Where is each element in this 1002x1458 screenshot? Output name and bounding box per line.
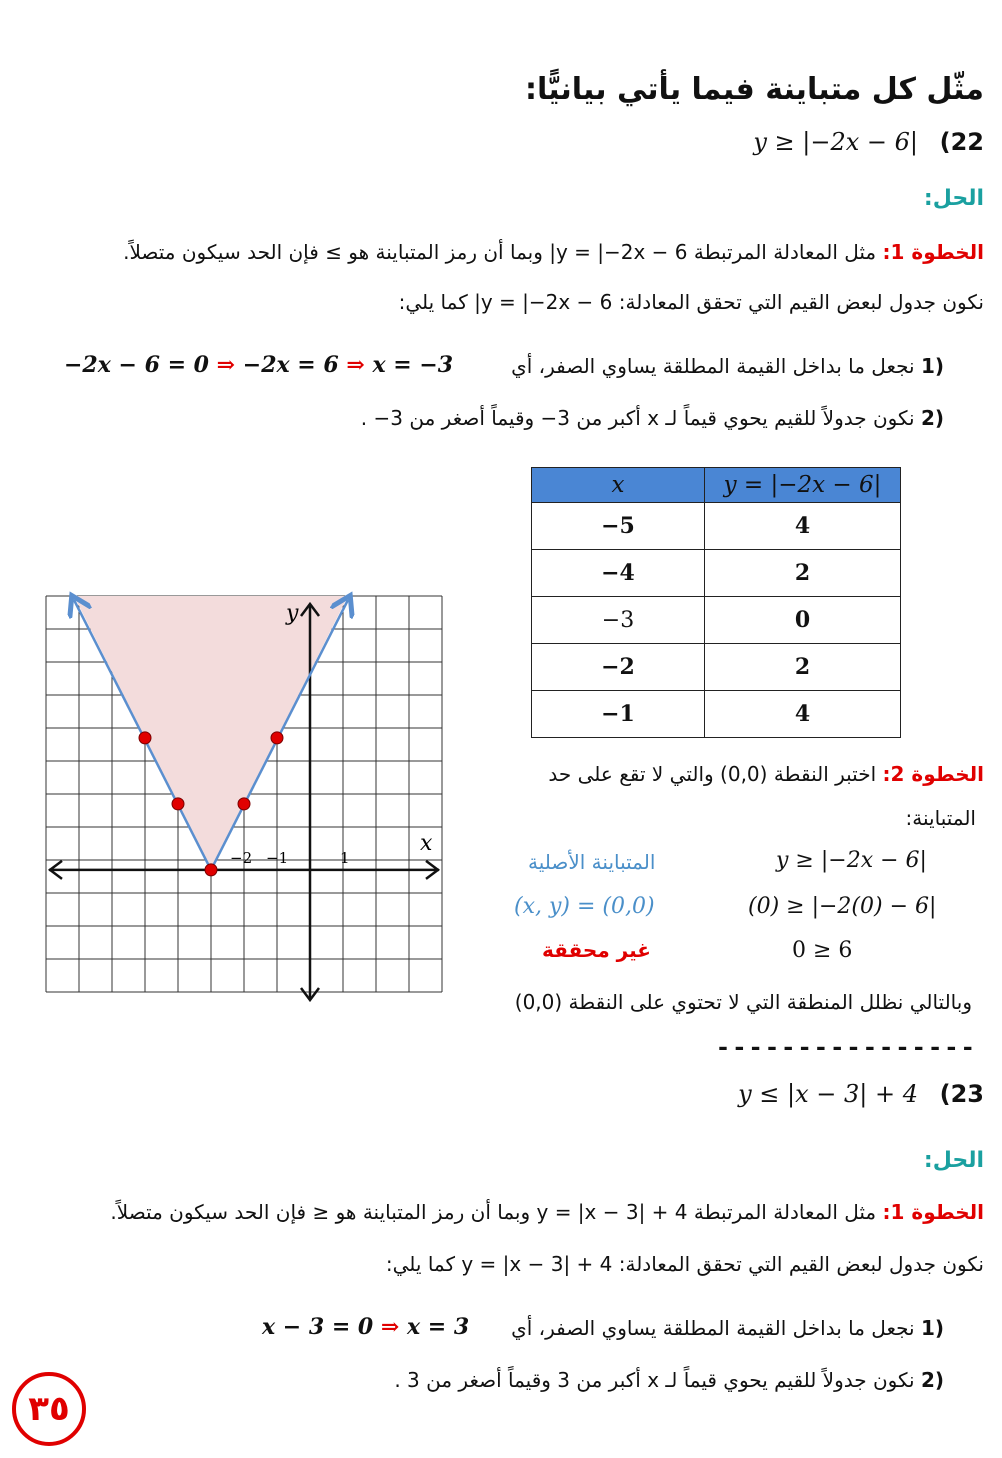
tick-label-neg1: −1 <box>266 849 289 867</box>
shaded-area <box>74 596 348 870</box>
step2-label-22: الخطوة 2: <box>882 762 984 786</box>
step2-text-22: اختبر النقطة (0,0) والتي لا تقع على حد <box>548 762 877 786</box>
item1-num-22: (1 <box>920 354 944 378</box>
conclusion-22: وبالتالي نظلل المنطقة التي لا تحتوي على النقطة (0,0) <box>514 990 972 1014</box>
arrow-1-22: ⇒ <box>216 352 236 378</box>
test-right-0: المتباينة الأصلية <box>528 850 656 874</box>
values-table <box>531 467 901 738</box>
table-row <box>532 597 901 644</box>
eq-a-22: −2x − 6 = 0 <box>64 352 209 378</box>
eq-a-23: x − 3 = 0 <box>262 1314 374 1340</box>
table-header-row <box>532 468 901 503</box>
item2-text-22: نكون جدولاً للقيم يحوي قيماً لـ x أكبر من 3− وقيماً أصغر من 3− . <box>360 406 915 430</box>
tick-label-neg2: −2 <box>230 849 253 867</box>
separator: - - - - - - - - - - - - - - - - <box>718 1032 972 1061</box>
solution-label-23: الحل: <box>923 1148 984 1173</box>
table-row <box>532 644 901 691</box>
table-row <box>532 550 901 597</box>
table-cell-y: 2 <box>705 644 901 691</box>
item1-num-23: (1 <box>920 1316 944 1340</box>
test-left-2: 0 ≥ 6 <box>792 938 853 963</box>
table-cell-x: −5 <box>532 503 705 550</box>
table-header-y: y = |−2x − 6| <box>705 468 901 503</box>
data-point <box>271 732 283 744</box>
table-cell-y: 4 <box>705 503 901 550</box>
eq-b-23: x = 3 <box>407 1314 470 1340</box>
table-cell-x: −2 <box>532 644 705 691</box>
item1-22 <box>511 354 944 378</box>
data-point <box>139 732 151 744</box>
y-axis-label: y <box>286 601 299 626</box>
item1-equation-23 <box>262 1314 469 1340</box>
step1-text-22: مثل المعادلة المرتبطة y = |−2x − 6| وبما أن رمز المتباينة هو ≥ فإن الحد سيكون متصلاً. <box>123 240 877 264</box>
data-point <box>205 864 217 876</box>
data-point <box>238 798 250 810</box>
table-cell-x: −1 <box>532 691 705 738</box>
problem-23-number: (23 <box>939 1080 984 1108</box>
step1-label-22: الخطوة 1: <box>882 240 984 264</box>
eq-b-22: −2x = 6 <box>242 352 339 378</box>
step2-22 <box>548 762 984 786</box>
eq-c-22: x = −3 <box>372 352 454 378</box>
item2-23 <box>394 1368 944 1392</box>
step1-23 <box>110 1200 984 1224</box>
page-number-badge: ٣٥ <box>12 1372 86 1446</box>
x-axis-label: x <box>420 831 433 856</box>
page-heading: مثّل كل متباينة فيما يأتي بيانيًّا: <box>524 72 984 107</box>
step1-22 <box>123 240 984 264</box>
item1-equation-22 <box>64 352 453 378</box>
problem-23-inequality: y ≤ |x − 3| + 4 <box>738 1080 918 1108</box>
arrow-2-22: ⇒ <box>346 352 365 378</box>
item2-num-23: (2 <box>920 1368 944 1392</box>
table-row <box>532 691 901 738</box>
item2-num-22: (2 <box>920 406 944 430</box>
table-cell-y: 0 <box>705 597 901 644</box>
item1-23 <box>511 1316 944 1340</box>
step1-label-23: الخطوة 1: <box>882 1200 984 1224</box>
test-right-1: (x, y) = (0,0) <box>514 894 655 919</box>
table-header-x: x <box>532 468 705 503</box>
problem-23-line <box>738 1080 984 1108</box>
table-cell-y: 4 <box>705 691 901 738</box>
table-row <box>532 503 901 550</box>
inequality-graph <box>40 590 450 1015</box>
arrow-1-23: ⇒ <box>380 1314 400 1340</box>
table-intro-23: نكون جدول لبعض القيم التي تحقق المعادلة: y = |x − 3| + 4 كما يلي: <box>385 1252 984 1276</box>
test-right-2: غير محققة <box>542 938 651 962</box>
item2-text-23: نكون جدولاً للقيم يحوي قيماً لـ x أكبر من 3 وقيماً أصغر من 3 . <box>394 1368 915 1392</box>
table-intro-22: نكون جدول لبعض القيم التي تحقق المعادلة: y = |−2x − 6| كما يلي: <box>398 290 984 314</box>
item1-text-23: نجعل ما بداخل القيمة المطلقة يساوي الصفر، أي <box>511 1316 915 1340</box>
table-cell-y: 2 <box>705 550 901 597</box>
step2-text2-22: المتباينة: <box>905 806 976 830</box>
tick-label-1: 1 <box>340 849 350 867</box>
solution-label-22: الحل: <box>923 186 984 211</box>
shaded-region <box>74 596 348 870</box>
table-cell-x: −4 <box>532 550 705 597</box>
step1-text-23: مثل المعادلة المرتبطة y = |x − 3| + 4 وبما أن رمز المتباينة هو ≤ فإن الحد سيكون متصلاً. <box>110 1200 877 1224</box>
test-left-1: (0) ≥ |−2(0) − 6| <box>748 894 937 919</box>
data-point <box>172 798 184 810</box>
problem-22-line <box>753 128 984 156</box>
problem-22-number: (22 <box>939 128 984 156</box>
table-cell-x: −3 <box>532 597 705 644</box>
item1-text-22: نجعل ما بداخل القيمة المطلقة يساوي الصفر، أي <box>511 354 915 378</box>
test-left-0: y ≥ |−2x − 6| <box>776 848 927 873</box>
item2-22 <box>361 406 944 430</box>
problem-22-inequality: y ≥ |−2x − 6| <box>753 128 918 156</box>
